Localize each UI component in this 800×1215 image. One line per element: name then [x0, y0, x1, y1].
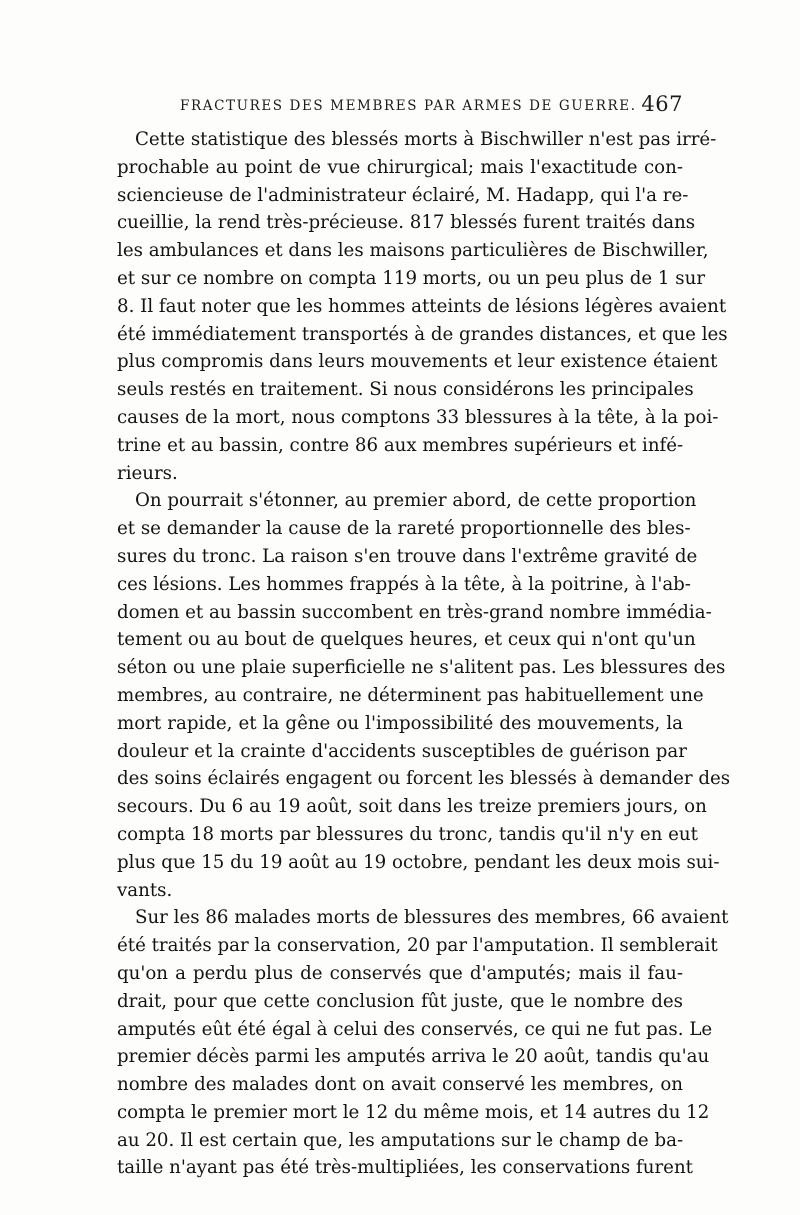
text-line: amputés eût été égal à celui des conservés, ce qui ne fut pas. Le	[117, 1018, 713, 1040]
text-line: ces lésions. Les hommes frappés à la tête, à la poitrine, à l'ab-	[117, 573, 691, 595]
paragraph-trunk-wounds	[117, 487, 731, 904]
text-line: Cette statistique des blessés morts à Bischwiller n'est pas irré-	[135, 129, 717, 150]
page-number: 467	[641, 92, 683, 116]
text-line: rieurs.	[117, 462, 178, 484]
text-line: causes de la mort, nous comptons 33 blessures à la tête, à la poi-	[117, 406, 719, 428]
text-line: compta le premier mort le 12 du même mois, et 14 autres du 12	[117, 1101, 710, 1123]
text-line: nombre des malades dont on avait conservé les membres, on	[117, 1074, 683, 1096]
text-line: et sur ce nombre on compta 119 morts, ou un peu plus de 1 sur	[117, 267, 706, 289]
text-line: 8. Il faut noter que les hommes atteints de lésions légères avaient	[117, 295, 727, 317]
text-line: taille n'ayant pas été très-multipliées, les conservations furent	[117, 1157, 693, 1179]
text-line: été traités par la conservation, 20 par l'amputation. Il semblerait	[117, 935, 718, 957]
text-line: cueillie, la rend très-précieuse. 817 blessés furent traités dans	[117, 212, 696, 234]
running-title: FRACTURES DES MEMBRES PAR ARMES DE GUERRE.	[180, 98, 637, 114]
text-line: Sur les 86 malades morts de blessures des membres, 66 avaient	[135, 907, 729, 929]
text-line: été immédiatement transportés à de grandes distances, et que les	[117, 323, 728, 345]
paragraph-statistics	[117, 126, 728, 487]
text-line: domen et au bassin succombent en très-grand nombre immédia-	[117, 601, 712, 623]
text-line: et se demander la cause de la rareté proportionnelle des bles-	[117, 518, 691, 540]
text-line: douleur et la crainte d'accidents susceptibles de guérison par	[117, 740, 687, 762]
text-line: seuls restés en traitement. Si nous considérons les principales	[117, 379, 694, 401]
text-line: sciencieuse de l'administrateur éclairé, M. Hadapp, qui l'a re-	[117, 184, 689, 206]
text-line: qu'on a perdu plus de conservés que d'amputés; mais il fau-	[117, 962, 683, 984]
text-line: trine et au bassin, contre 86 aux membres supérieurs et infé-	[117, 434, 684, 456]
text-line: plus que 15 du 19 août au 19 octobre, pendant les deux mois sui-	[117, 851, 720, 873]
text-line: des soins éclairés engagent ou forcent les blessés à demander des	[117, 768, 731, 790]
body-text	[117, 126, 731, 1182]
text-line: membres, au contraire, ne déterminent pas habituellement une	[117, 684, 704, 706]
text-line: prochable au point de vue chirurgical; mais l'exactitude con-	[117, 156, 683, 178]
text-line: vants.	[117, 879, 173, 901]
text-line: drait, pour que cette conclusion fût juste, que le nombre des	[117, 990, 683, 1012]
text-line: premier décès parmi les amputés arriva le 20 août, tandis qu'au	[117, 1046, 710, 1068]
running-header	[117, 92, 683, 122]
text-line: On pourrait s'étonner, au premier abord, de cette proportion	[135, 490, 697, 512]
paragraph-limb-wounds	[117, 904, 729, 1182]
text-line: les ambulances et dans les maisons particulières de Bischwiller,	[117, 240, 709, 262]
text-line: tement ou au bout de quelques heures, et ceux qui n'ont qu'un	[117, 629, 696, 651]
text-line: plus compromis dans leurs mouvements et leur existence étaient	[117, 351, 718, 373]
text-line: sures du tronc. La raison s'en trouve dans l'extrême gravité de	[117, 545, 698, 567]
text-line: mort rapide, et la gêne ou l'impossibilité des mouvements, la	[117, 712, 683, 734]
text-line: secours. Du 6 au 19 août, soit dans les treize premiers jours, on	[117, 796, 707, 818]
text-line: compta 18 morts par blessures du tronc, tandis qu'il n'y en eut	[117, 823, 698, 845]
text-line: séton ou une plaie superficielle ne s'alitent pas. Les blessures des	[117, 657, 726, 679]
text-line: au 20. Il est certain que, les amputations sur le champ de ba-	[117, 1129, 684, 1151]
